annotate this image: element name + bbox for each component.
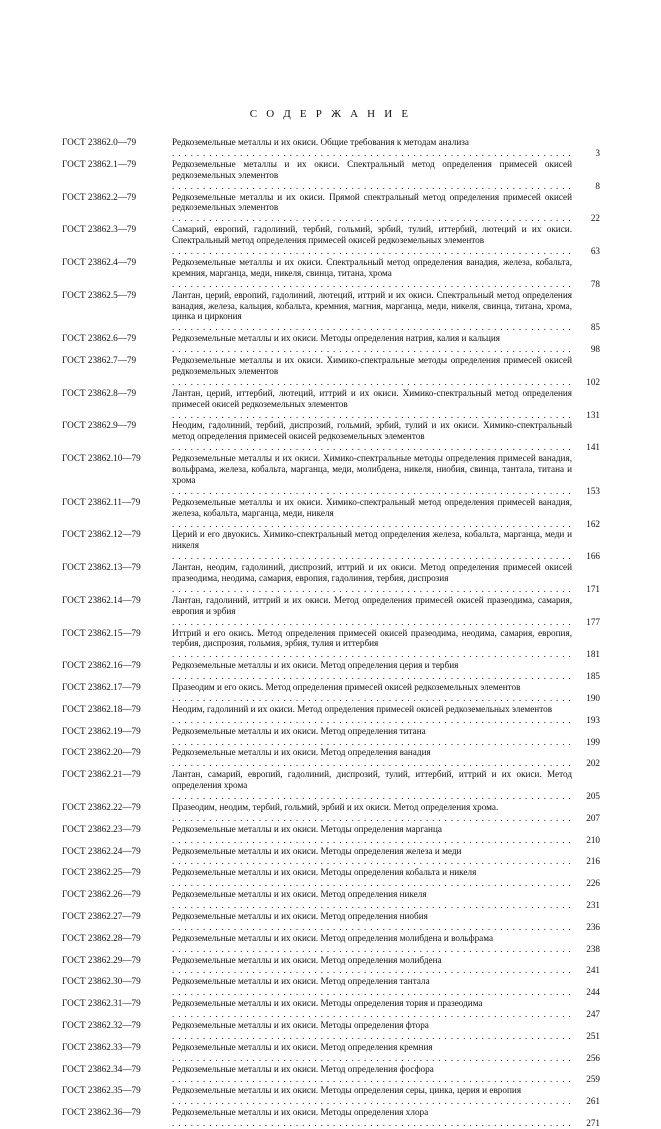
entry-body <box>172 628 600 661</box>
page-number: 231 <box>586 900 600 911</box>
standard-code: ГОСТ 23862.7—79 <box>62 355 137 366</box>
page-number: 207 <box>586 812 600 823</box>
leader-dots <box>172 148 572 159</box>
page-number: 141 <box>586 442 600 453</box>
entry-title: Неодим, гадолиний и их окиси. Метод определения примесей окисей редкоземельных элементов . . <box>172 704 572 726</box>
standard-code: ГОСТ 23862.32—79 <box>62 1019 141 1030</box>
page-number: 185 <box>586 671 600 682</box>
leader-dots <box>172 213 572 224</box>
standard-code: ГОСТ 23862.27—79 <box>62 910 141 921</box>
standard-code: ГОСТ 23862.36—79 <box>62 1107 141 1118</box>
toc-entry <box>62 726 600 748</box>
entry-title: Редкоземельные металлы и их окиси. Спектральный метод определения примесей окисей редкоземельных элементов . . <box>172 159 572 192</box>
entry-title: Редкоземельные металлы и их окиси. Метод определения фосфора . . <box>172 1064 572 1086</box>
standard-code: ГОСТ 23862.6—79 <box>62 333 137 344</box>
page-number: 190 <box>586 692 600 703</box>
toc-entry <box>62 595 600 628</box>
page-number: 251 <box>586 1030 600 1041</box>
standard-code: ГОСТ 23862.10—79 <box>62 453 141 464</box>
entry-body <box>172 976 600 998</box>
leader-dots <box>172 758 572 769</box>
standard-code: ГОСТ 23862.12—79 <box>62 529 141 540</box>
standard-code: ГОСТ 23862.18—79 <box>62 703 141 714</box>
toc-entry <box>62 704 600 726</box>
entry-title: Редкоземельные металлы и их окиси. Методы определения железа и меди . . <box>172 846 572 868</box>
toc-entry <box>62 529 600 562</box>
page-number: 3 <box>595 147 600 158</box>
page-number: 193 <box>586 714 600 725</box>
leader-dots <box>172 551 572 562</box>
standard-code: ГОСТ 23862.11—79 <box>62 496 141 507</box>
page-number: 177 <box>586 616 600 627</box>
entry-body <box>172 192 600 225</box>
page-number: 199 <box>586 736 600 747</box>
leader-dots <box>172 617 572 628</box>
entry-title: Редкоземельные металлы и их окиси. Метод определения церия и тербия . . <box>172 660 572 682</box>
standard-code: ГОСТ 23862.5—79 <box>62 289 137 300</box>
entry-body <box>172 769 600 802</box>
page-number: 247 <box>586 1009 600 1019</box>
toc-entry <box>62 453 600 497</box>
standard-code: ГОСТ 23862.26—79 <box>62 889 141 900</box>
standard-code: ГОСТ 23862.20—79 <box>62 747 141 758</box>
standard-code: ГОСТ 23862.34—79 <box>62 1063 141 1074</box>
entry-body <box>172 290 600 334</box>
entry-title: Празеодим, неодим, тербий, гольмий, эрбий и их окиси. Метод определения хрома. . . <box>172 802 572 824</box>
leader-dots <box>172 584 572 595</box>
leader-dots <box>172 1096 572 1107</box>
entry-body <box>172 453 600 497</box>
entry-title: Празеодим и его окись. Метод определения примесей окисей редкоземельных элементов . . <box>172 682 572 704</box>
toc-entry <box>62 682 600 704</box>
entry-body <box>172 889 600 911</box>
leader-dots <box>172 737 572 748</box>
entry-title: Редкоземельные металлы и их окиси. Спектральный метод определения ванадия, железа, кобальта, кремния, марганца, меди, никеля, свинца, титана, хрома . . <box>172 257 572 290</box>
entry-title: Редкоземельные металлы и их окиси. Метод определения тантала . . <box>172 976 572 998</box>
entry-title: Редкоземельные металлы и их окиси. Метод определения никеля . . <box>172 889 572 911</box>
toc-entry <box>62 192 600 225</box>
toc-entry <box>62 867 600 889</box>
standard-code: ГОСТ 23862.9—79 <box>62 420 137 431</box>
entry-body <box>172 1042 600 1064</box>
entry-body <box>172 355 600 388</box>
page-number: 8 <box>595 180 600 191</box>
leader-dots <box>172 279 572 290</box>
entry-title: Редкоземельные металлы и их окиси. Общие требования к методам анализа . . <box>172 137 572 159</box>
entry-title: Самарий, европий, гадолиний, тербий, гольмий, эрбий, тулий, иттербий, лютеций и их окиси. Спектральный метод определения примесей окисей редкоземельных элементов . . <box>172 224 572 257</box>
toc-entry <box>62 976 600 998</box>
page-number: 153 <box>586 485 600 496</box>
standard-code: ГОСТ 23862.28—79 <box>62 932 141 943</box>
toc-entry <box>62 257 600 290</box>
toc-entry <box>62 497 600 530</box>
standard-code: ГОСТ 23862.4—79 <box>62 256 137 267</box>
toc-entry <box>62 137 600 159</box>
standard-code: ГОСТ 23862.2—79 <box>62 191 137 202</box>
toc-entry <box>62 224 600 257</box>
leader-dots <box>172 715 572 726</box>
standard-code: ГОСТ 23862.29—79 <box>62 954 141 965</box>
entry-title: Редкоземельные металлы и их окиси. Методы определения фтора . . <box>172 1020 572 1042</box>
entry-body <box>172 257 600 290</box>
page-number: 244 <box>586 987 600 998</box>
leader-dots <box>172 813 572 824</box>
entry-body <box>172 388 600 421</box>
toc-entry <box>62 889 600 911</box>
leader-dots <box>172 671 572 682</box>
leader-dots <box>172 878 572 889</box>
page-number: 261 <box>586 1096 600 1107</box>
page-number: 102 <box>586 376 600 387</box>
standard-code: ГОСТ 23862.24—79 <box>62 845 141 856</box>
page-number: 162 <box>586 518 600 529</box>
entry-title: Редкоземельные металлы и их окиси. Методы определения тория и празеодима . . <box>172 998 572 1020</box>
entry-body <box>172 137 600 159</box>
page-number: 131 <box>586 409 600 420</box>
page-title: С О Д Е Р Ж А Н И Е <box>249 108 412 120</box>
page-number: 202 <box>586 758 600 769</box>
entry-body <box>172 159 600 192</box>
standard-code: ГОСТ 23862.23—79 <box>62 823 141 834</box>
leader-dots <box>172 181 572 192</box>
entry-body <box>172 1085 600 1107</box>
leader-dots <box>172 944 572 955</box>
page-number: 63 <box>590 246 600 256</box>
toc-entry <box>62 1085 600 1107</box>
entry-body <box>172 704 600 726</box>
toc-entry <box>62 355 600 388</box>
entry-title: Редкоземельные металлы и их окиси. Методы определения серы, цинка, церия и европия . . <box>172 1085 572 1107</box>
page-number: 98 <box>590 344 600 355</box>
entry-body <box>172 497 600 530</box>
leader-dots <box>172 922 572 933</box>
entry-body <box>172 867 600 889</box>
standard-code: ГОСТ 23862.8—79 <box>62 387 137 398</box>
entry-title: Редкоземельные металлы и их окиси. Методы определения кобальта и никеля . . <box>172 867 572 889</box>
standard-code: ГОСТ 23862.0—79 <box>62 137 137 147</box>
leader-dots <box>172 965 572 976</box>
toc-entry <box>62 333 600 355</box>
page-number: 271 <box>586 1117 600 1128</box>
page-number: 171 <box>586 583 600 594</box>
standard-code: ГОСТ 23862.15—79 <box>62 627 141 638</box>
page-number: 226 <box>586 878 600 889</box>
page-number: 210 <box>586 834 600 845</box>
leader-dots <box>172 486 572 497</box>
leader-dots <box>172 649 572 660</box>
leader-dots <box>172 693 572 704</box>
entry-body <box>172 1020 600 1042</box>
page-number: 216 <box>586 856 600 867</box>
page-number: 22 <box>590 213 600 224</box>
leader-dots <box>172 442 572 453</box>
entry-title: Лантан, самарий, европий, гадолиний, диспрозий, тулий, иттербий, иттрий и их окиси. Метод определения хрома . . <box>172 769 572 802</box>
toc-entry <box>62 1107 600 1129</box>
leader-dots <box>172 1118 572 1129</box>
page-number: 238 <box>586 943 600 954</box>
entry-body <box>172 1064 600 1086</box>
standard-code: ГОСТ 23862.19—79 <box>62 725 141 736</box>
page-number: 236 <box>586 921 600 932</box>
leader-dots <box>172 344 572 355</box>
entry-title: Неодим, гадолиний, тербий, диспрозий, гольмий, эрбий, тулий и их окиси. Химико-спектральный метод определения примесей окисей редкоземельных элементов . . <box>172 420 572 453</box>
page-number: 256 <box>586 1052 600 1063</box>
page-number: 181 <box>586 649 600 660</box>
standard-code: ГОСТ 23862.25—79 <box>62 867 141 878</box>
entry-title: Иттрий и его окись. Метод определения примесей окисей празеодима, неодима, самария, европия, тербия, диспрозия, гольмия, эрбия, тулия и иттербия . . <box>172 628 572 661</box>
leader-dots <box>172 322 572 333</box>
entry-body <box>172 802 600 824</box>
entry-body <box>172 824 600 846</box>
leader-dots <box>172 377 572 388</box>
toc-entry <box>62 998 600 1020</box>
leader-dots <box>172 1053 572 1064</box>
entry-title: Лантан, церий, европий, гадолиний, лютеций, иттрий и их окиси. Спектральный метод определения ванадия, железа, кальция, кобальта, кремния, магния, марганца, меди, никеля, свинца, титана, хрома, цинка и циркония . . <box>172 290 572 334</box>
leader-dots <box>172 987 572 998</box>
leader-dots <box>172 1031 572 1042</box>
entry-title: Редкоземельные металлы и их окиси. Методы определения марганца . . <box>172 824 572 846</box>
leader-dots <box>172 856 572 867</box>
toc-entry <box>62 290 600 334</box>
leader-dots <box>172 1074 572 1085</box>
standard-code: ГОСТ 23862.30—79 <box>62 976 141 987</box>
toc-entry <box>62 159 600 192</box>
entry-title: Редкоземельные металлы и их окиси. Метод определения кремния . . <box>172 1042 572 1064</box>
leader-dots <box>172 519 572 530</box>
entry-body <box>172 747 600 769</box>
entry-title: Редкоземельные металлы и их окиси. Методы определения натрия, калия и кальция . . <box>172 333 572 355</box>
toc-entry <box>62 628 600 661</box>
toc-entry <box>62 1042 600 1064</box>
table-of-contents <box>62 137 600 1129</box>
standard-code: ГОСТ 23862.22—79 <box>62 801 141 812</box>
entry-body <box>172 529 600 562</box>
entry-title: Редкоземельные металлы и их окиси. Метод определения молибдена и вольфрама . . <box>172 933 572 955</box>
toc-entry <box>62 420 600 453</box>
entry-body <box>172 998 600 1020</box>
standard-code: ГОСТ 23862.16—79 <box>62 660 141 671</box>
page-number: 205 <box>586 791 600 802</box>
entry-body <box>172 420 600 453</box>
leader-dots <box>172 835 572 846</box>
toc-entry <box>62 1020 600 1042</box>
standard-code: ГОСТ 23862.31—79 <box>62 998 141 1009</box>
entry-title: Редкоземельные металлы и их окиси. Химико-спектральные методы определения примесей ванадия, вольфрама, железа, кобальта, марганца, меди, молибдена, никеля, ниобия, свинца, тантала, титана и хрома . . <box>172 453 572 497</box>
page-number: 85 <box>590 322 600 333</box>
leader-dots <box>172 246 572 257</box>
entry-title: Редкоземельные металлы и их окиси. Метод определения молибдена . . <box>172 955 572 977</box>
entry-title: Лантан, гадолиний, иттрий и их окиси. Метод определения примесей окисей празеодима, самария, европия и эрбия . . <box>172 595 572 628</box>
entry-body <box>172 562 600 595</box>
page-number: 259 <box>586 1074 600 1085</box>
entry-title: Церий и его двуокись. Химико-спектральный метод определения железа, кобальта, марганца, меди и никеля . . <box>172 529 572 562</box>
entry-title: Редкоземельные металлы и их окиси. Химико-спектральный метод определения примесей ванадия, железа, кобальта, марганца, меди, никеля . . <box>172 497 572 530</box>
leader-dots <box>172 1009 572 1020</box>
standard-code: ГОСТ 23862.1—79 <box>62 158 137 169</box>
toc-entry <box>62 846 600 868</box>
toc-entry <box>62 660 600 682</box>
toc-entry <box>62 955 600 977</box>
entry-body <box>172 911 600 933</box>
page-number: 241 <box>586 965 600 976</box>
entry-body <box>172 595 600 628</box>
toc-entry <box>62 824 600 846</box>
entry-body <box>172 224 600 257</box>
standard-code: ГОСТ 23862.3—79 <box>62 224 137 235</box>
standard-code: ГОСТ 23862.14—79 <box>62 594 141 605</box>
leader-dots <box>172 791 572 802</box>
toc-entry <box>62 911 600 933</box>
toc-entry <box>62 1064 600 1086</box>
toc-entry <box>62 747 600 769</box>
entry-title: Редкоземельные металлы и их окиси. Методы определения хлора . . <box>172 1107 572 1129</box>
entry-body <box>172 846 600 868</box>
page-number: 78 <box>590 278 600 289</box>
entry-body <box>172 726 600 748</box>
toc-entry <box>62 802 600 824</box>
entry-title: Редкоземельные металлы и их окиси. Химико-спектральные методы определения примесей окисей редкоземельных элементов . . <box>172 355 572 388</box>
toc-entry <box>62 769 600 802</box>
standard-code: ГОСТ 23862.35—79 <box>62 1085 141 1096</box>
entry-title: Редкоземельные металлы и их окиси. Прямой спектральный метод определения примесей окисей редкоземельных элементов . . <box>172 192 572 225</box>
leader-dots <box>172 410 572 421</box>
entry-title: Редкоземельные металлы и их окиси. Метод определения титана . . <box>172 726 572 748</box>
entry-title: Лантан, неодим, гадолиний, диспрозий, иттрий и их окиси. Метод определения примесей окисей празеодима, неодима, самария, европия, гадолиния, тербия, диспрозия . . <box>172 562 572 595</box>
standard-code: ГОСТ 23862.13—79 <box>62 562 141 573</box>
entry-body <box>172 660 600 682</box>
page-number: 166 <box>586 551 600 562</box>
entry-body <box>172 333 600 355</box>
entry-body <box>172 682 600 704</box>
toc-entry <box>62 388 600 421</box>
entry-title: Редкоземельные металлы и их окиси. Метод определения ванадия . . <box>172 747 572 769</box>
standard-code: ГОСТ 23862.21—79 <box>62 769 141 780</box>
standard-code: ГОСТ 23862.17—79 <box>62 682 141 693</box>
leader-dots <box>172 900 572 911</box>
entry-title: Редкоземельные металлы и их окиси. Метод определения ниобия . . <box>172 911 572 933</box>
toc-entry <box>62 562 600 595</box>
entry-body <box>172 955 600 977</box>
standard-code: ГОСТ 23862.33—79 <box>62 1041 141 1052</box>
entry-body <box>172 1107 600 1129</box>
entry-title: Лантан, церий, иттербий, лютеций, иттрий и их окиси. Химико-спектральный метод определения примесей окисей редкоземельных элементов . . <box>172 388 572 421</box>
